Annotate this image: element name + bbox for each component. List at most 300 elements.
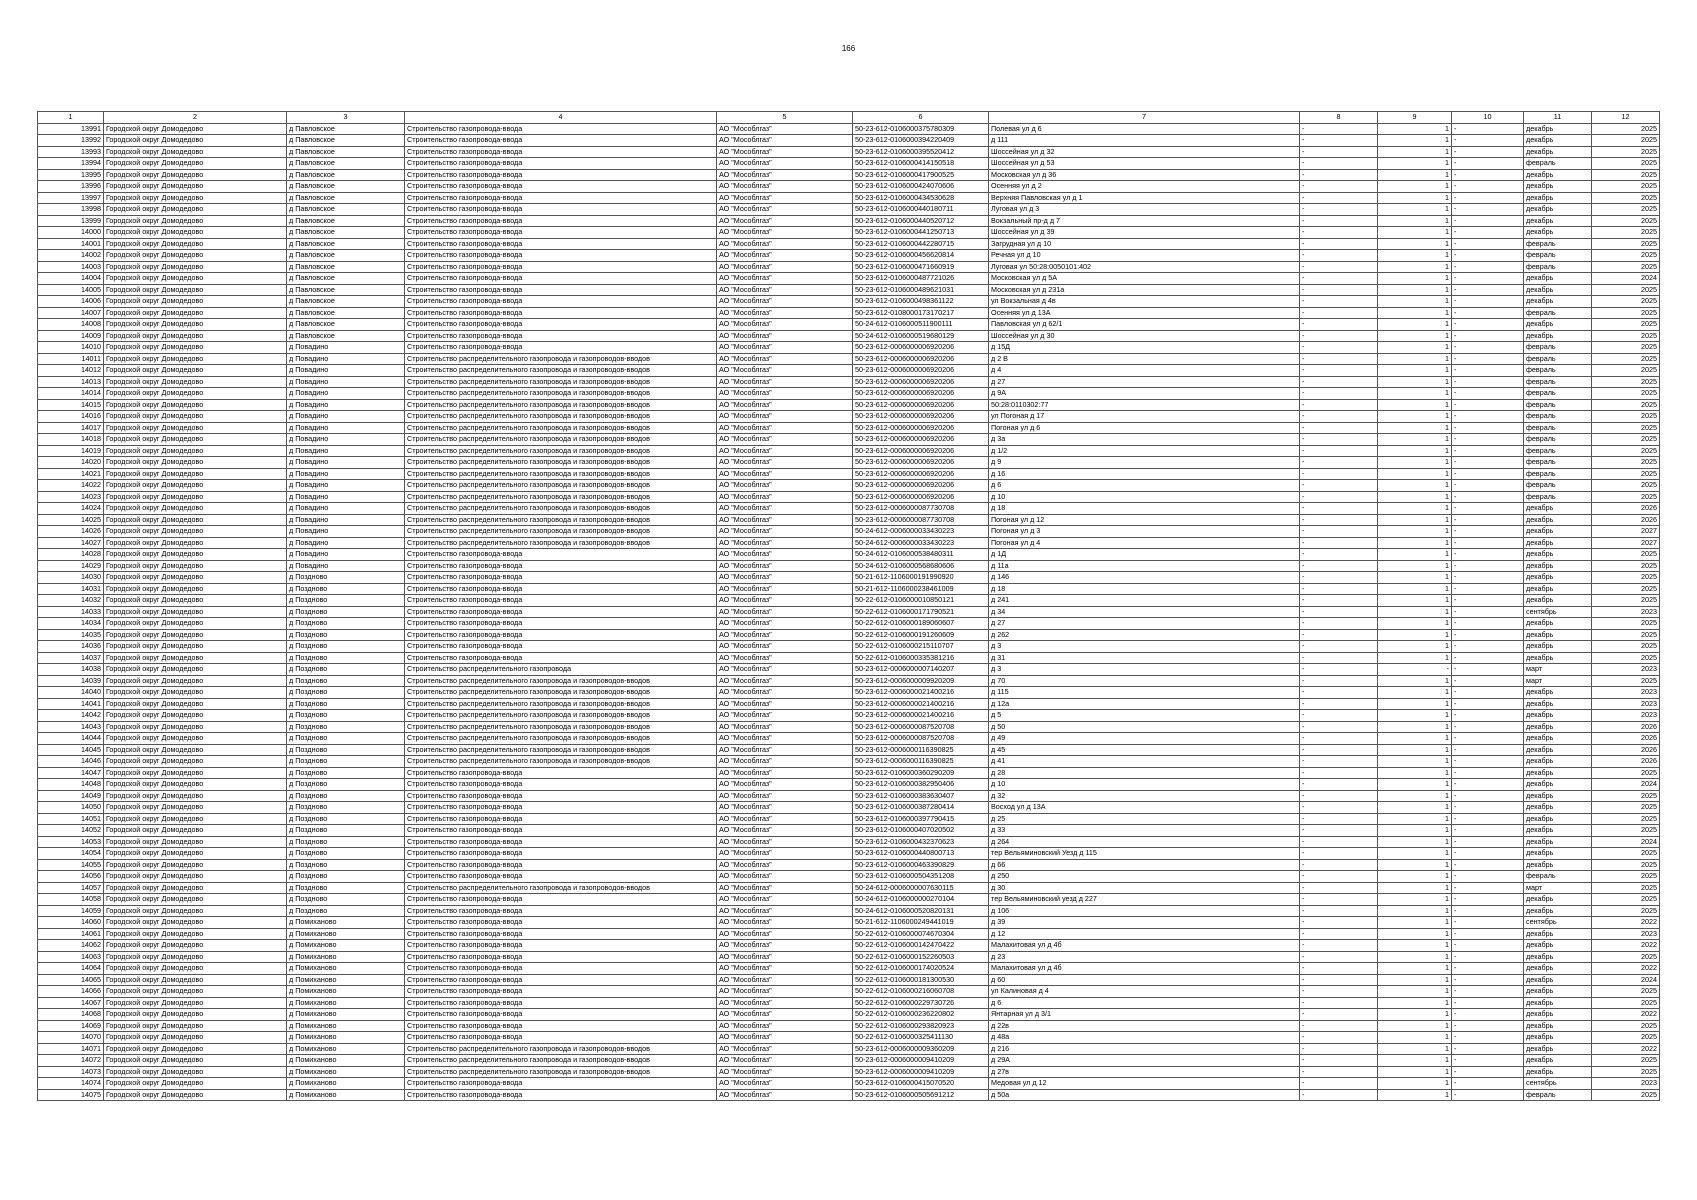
application-id-cell: 50-23-612-0006000116390825 bbox=[853, 756, 989, 768]
row-number-cell: 14033 bbox=[38, 606, 104, 618]
address-cell: д 27 bbox=[989, 376, 1300, 388]
municipality-cell: Городской округ Домодедово bbox=[104, 1009, 287, 1021]
municipality-cell: Городской округ Домодедово bbox=[104, 468, 287, 480]
application-id-cell: 50-23-612-0006000006920206 bbox=[853, 491, 989, 503]
organization-cell: АО "Мособлгаз" bbox=[717, 583, 853, 595]
year-cell: 2025 bbox=[1592, 549, 1660, 561]
cell-8-cell: - bbox=[1300, 986, 1378, 998]
cell-10-cell: - bbox=[1452, 790, 1524, 802]
row-number-cell: 14029 bbox=[38, 560, 104, 572]
organization-cell: АО "Мособлгаз" bbox=[717, 250, 853, 262]
cell-10-cell: - bbox=[1452, 537, 1524, 549]
address-cell: д 18 bbox=[989, 503, 1300, 515]
work-type-cell: Строительство газопровода-ввода bbox=[405, 273, 717, 285]
year-cell: 2025 bbox=[1592, 652, 1660, 664]
year-cell: 2026 bbox=[1592, 733, 1660, 745]
address-cell: д 60 bbox=[989, 974, 1300, 986]
organization-cell: АО "Мособлгаз" bbox=[717, 468, 853, 480]
address-cell: 50:28:0110302:77 bbox=[989, 399, 1300, 411]
row-number-cell: 14007 bbox=[38, 307, 104, 319]
address-cell: Янтарная ул д 3/1 bbox=[989, 1009, 1300, 1021]
year-cell: 2025 bbox=[1592, 169, 1660, 181]
work-type-cell: Строительство газопровода-ввода bbox=[405, 319, 717, 331]
address-cell: Шоссейная ул д 32 bbox=[989, 146, 1300, 158]
application-id-cell: 50-21-612-1106000191990920 bbox=[853, 572, 989, 584]
row-number-cell: 14009 bbox=[38, 330, 104, 342]
application-id-cell: 50-23-612-0106000463390829 bbox=[853, 859, 989, 871]
cell-8-cell: - bbox=[1300, 353, 1378, 365]
address-cell: д 241 bbox=[989, 595, 1300, 607]
table-body bbox=[38, 123, 1660, 1101]
address-cell: д 9А bbox=[989, 388, 1300, 400]
municipality-cell: Городской округ Домодедово bbox=[104, 583, 287, 595]
organization-cell: АО "Мособлгаз" bbox=[717, 733, 853, 745]
cell-10-cell: - bbox=[1452, 123, 1524, 135]
cell-10-cell: - bbox=[1452, 928, 1524, 940]
municipality-cell: Городской округ Домодедово bbox=[104, 813, 287, 825]
cell-9-cell: 1 bbox=[1378, 652, 1452, 664]
cell-10-cell: - bbox=[1452, 618, 1524, 630]
table-row bbox=[38, 158, 1660, 170]
table-row bbox=[38, 273, 1660, 285]
application-id-cell: 50-23-612-0106000382950406 bbox=[853, 779, 989, 791]
table-row bbox=[38, 894, 1660, 906]
organization-cell: АО "Мособлгаз" bbox=[717, 928, 853, 940]
application-id-cell: 50-22-612-0106000325411130 bbox=[853, 1032, 989, 1044]
row-number-cell: 14042 bbox=[38, 710, 104, 722]
table-row bbox=[38, 1032, 1660, 1044]
settlement-cell: д Поздново bbox=[287, 721, 405, 733]
settlement-cell: д Поздново bbox=[287, 710, 405, 722]
cell-9-cell: 1 bbox=[1378, 744, 1452, 756]
month-cell: декабрь bbox=[1524, 1066, 1592, 1078]
table-row bbox=[38, 859, 1660, 871]
work-type-cell: Строительство газопровода-ввода bbox=[405, 261, 717, 273]
application-id-cell: 50-23-612-0006000009410209 bbox=[853, 1066, 989, 1078]
table-row bbox=[38, 698, 1660, 710]
year-cell: 2025 bbox=[1592, 583, 1660, 595]
organization-cell: АО "Мособлгаз" bbox=[717, 1055, 853, 1067]
row-number-cell: 14020 bbox=[38, 457, 104, 469]
application-id-cell: 50-23-612-0106000417900525 bbox=[853, 169, 989, 181]
year-cell: 2024 bbox=[1592, 836, 1660, 848]
cell-9-cell: 1 bbox=[1378, 687, 1452, 699]
table-row bbox=[38, 710, 1660, 722]
table-row bbox=[38, 1078, 1660, 1090]
cell-10-cell: - bbox=[1452, 802, 1524, 814]
row-number-cell: 14006 bbox=[38, 296, 104, 308]
municipality-cell: Городской округ Домодедово bbox=[104, 802, 287, 814]
cell-8-cell: - bbox=[1300, 698, 1378, 710]
cell-8-cell: - bbox=[1300, 537, 1378, 549]
cell-10-cell: - bbox=[1452, 1009, 1524, 1021]
table-row bbox=[38, 399, 1660, 411]
cell-8-cell: - bbox=[1300, 871, 1378, 883]
application-id-cell: 50-22-612-0106000010850121 bbox=[853, 595, 989, 607]
cell-10-cell: - bbox=[1452, 721, 1524, 733]
municipality-cell: Городской округ Домодедово bbox=[104, 319, 287, 331]
year-cell: 2023 bbox=[1592, 1078, 1660, 1090]
year-cell: 2023 bbox=[1592, 928, 1660, 940]
cell-9-cell: 1 bbox=[1378, 215, 1452, 227]
month-cell: декабрь bbox=[1524, 169, 1592, 181]
address-cell: Малахитовая ул д 4б bbox=[989, 940, 1300, 952]
settlement-cell: д Павловское bbox=[287, 135, 405, 147]
settlement-cell: д Повадино bbox=[287, 388, 405, 400]
municipality-cell: Городской округ Домодедово bbox=[104, 618, 287, 630]
cell-9-cell: 1 bbox=[1378, 192, 1452, 204]
cell-9-cell: 1 bbox=[1378, 710, 1452, 722]
address-cell: д 216 bbox=[989, 1043, 1300, 1055]
col-header-2: 2 bbox=[104, 112, 287, 124]
table-row bbox=[38, 549, 1660, 561]
municipality-cell: Городской округ Домодедово bbox=[104, 365, 287, 377]
month-cell: декабрь bbox=[1524, 192, 1592, 204]
municipality-cell: Городской округ Домодедово bbox=[104, 123, 287, 135]
cell-8-cell: - bbox=[1300, 215, 1378, 227]
month-cell: декабрь bbox=[1524, 744, 1592, 756]
work-type-cell: Строительство газопровода-ввода bbox=[405, 181, 717, 193]
year-cell: 2023 bbox=[1592, 606, 1660, 618]
municipality-cell: Городской округ Домодедово bbox=[104, 687, 287, 699]
application-id-cell: 50-23-612-0106000383630407 bbox=[853, 790, 989, 802]
cell-8-cell: - bbox=[1300, 181, 1378, 193]
cell-9-cell: 1 bbox=[1378, 825, 1452, 837]
row-number-cell: 14060 bbox=[38, 917, 104, 929]
application-id-cell: 50-23-612-0106000440800713 bbox=[853, 848, 989, 860]
work-type-cell: Строительство газопровода-ввода bbox=[405, 894, 717, 906]
year-cell: 2024 bbox=[1592, 974, 1660, 986]
cell-9-cell: 1 bbox=[1378, 1009, 1452, 1021]
organization-cell: АО "Мособлгаз" bbox=[717, 146, 853, 158]
settlement-cell: д Поздново bbox=[287, 894, 405, 906]
month-cell: февраль bbox=[1524, 353, 1592, 365]
cell-10-cell: - bbox=[1452, 595, 1524, 607]
application-id-cell: 50-24-612-0006000007630115 bbox=[853, 882, 989, 894]
cell-8-cell: - bbox=[1300, 951, 1378, 963]
table-row bbox=[38, 664, 1660, 676]
year-cell: 2023 bbox=[1592, 710, 1660, 722]
month-cell: декабрь bbox=[1524, 135, 1592, 147]
year-cell: 2025 bbox=[1592, 388, 1660, 400]
address-cell: Восход ул д 13А bbox=[989, 802, 1300, 814]
table-row bbox=[38, 330, 1660, 342]
work-type-cell: Строительство распределительного газопровода и газопроводов-вводов bbox=[405, 353, 717, 365]
cell-8-cell: - bbox=[1300, 1032, 1378, 1044]
row-number-cell: 14064 bbox=[38, 963, 104, 975]
cell-8-cell: - bbox=[1300, 595, 1378, 607]
cell-9-cell: 1 bbox=[1378, 905, 1452, 917]
month-cell: февраль bbox=[1524, 261, 1592, 273]
col-header-6: 6 bbox=[853, 112, 989, 124]
work-type-cell: Строительство газопровода-ввода bbox=[405, 135, 717, 147]
settlement-cell: д Повадино bbox=[287, 342, 405, 354]
col-header-5: 5 bbox=[717, 112, 853, 124]
work-type-cell: Строительство газопровода-ввода bbox=[405, 215, 717, 227]
organization-cell: АО "Мособлгаз" bbox=[717, 951, 853, 963]
municipality-cell: Городской округ Домодедово bbox=[104, 491, 287, 503]
cell-8-cell: - bbox=[1300, 434, 1378, 446]
work-type-cell: Строительство распределительного газопровода и газопроводов-вводов bbox=[405, 399, 717, 411]
cell-9-cell: 1 bbox=[1378, 434, 1452, 446]
row-number-cell: 14068 bbox=[38, 1009, 104, 1021]
application-id-cell: 50-22-612-0106000293820923 bbox=[853, 1020, 989, 1032]
month-cell: декабрь bbox=[1524, 802, 1592, 814]
cell-9-cell: 1 bbox=[1378, 606, 1452, 618]
row-number-cell: 14010 bbox=[38, 342, 104, 354]
cell-8-cell: - bbox=[1300, 445, 1378, 457]
organization-cell: АО "Мособлгаз" bbox=[717, 261, 853, 273]
year-cell: 2025 bbox=[1592, 848, 1660, 860]
organization-cell: АО "Мособлгаз" bbox=[717, 859, 853, 871]
application-id-cell: 50-23-612-0106000395520412 bbox=[853, 146, 989, 158]
organization-cell: АО "Мособлгаз" bbox=[717, 836, 853, 848]
work-type-cell: Строительство газопровода-ввода bbox=[405, 629, 717, 641]
table-row bbox=[38, 882, 1660, 894]
municipality-cell: Городской округ Домодедово bbox=[104, 675, 287, 687]
address-cell: д 16 bbox=[989, 468, 1300, 480]
organization-cell: АО "Мособлгаз" bbox=[717, 687, 853, 699]
settlement-cell: д Поздново bbox=[287, 802, 405, 814]
table-row bbox=[38, 629, 1660, 641]
month-cell: декабрь bbox=[1524, 1032, 1592, 1044]
settlement-cell: д Помиханово bbox=[287, 1043, 405, 1055]
row-number-cell: 13997 bbox=[38, 192, 104, 204]
application-id-cell: 50-23-612-0106000504351208 bbox=[853, 871, 989, 883]
row-number-cell: 14008 bbox=[38, 319, 104, 331]
application-id-cell: 50-23-612-0006000006920206 bbox=[853, 376, 989, 388]
year-cell: 2025 bbox=[1592, 353, 1660, 365]
year-cell: 2023 bbox=[1592, 698, 1660, 710]
organization-cell: АО "Мособлгаз" bbox=[717, 307, 853, 319]
address-cell: д 262 bbox=[989, 629, 1300, 641]
municipality-cell: Городской округ Домодедово bbox=[104, 951, 287, 963]
organization-cell: АО "Мособлгаз" bbox=[717, 204, 853, 216]
application-id-cell: 50-23-612-0106000407020502 bbox=[853, 825, 989, 837]
table-row bbox=[38, 928, 1660, 940]
table-row bbox=[38, 675, 1660, 687]
cell-8-cell: - bbox=[1300, 204, 1378, 216]
cell-9-cell: 1 bbox=[1378, 986, 1452, 998]
cell-8-cell: - bbox=[1300, 388, 1378, 400]
municipality-cell: Городской округ Домодедово bbox=[104, 135, 287, 147]
row-number-cell: 14011 bbox=[38, 353, 104, 365]
settlement-cell: д Помиханово bbox=[287, 1032, 405, 1044]
organization-cell: АО "Мособлгаз" bbox=[717, 503, 853, 515]
organization-cell: АО "Мособлгаз" bbox=[717, 595, 853, 607]
work-type-cell: Строительство газопровода-ввода bbox=[405, 123, 717, 135]
cell-10-cell: - bbox=[1452, 963, 1524, 975]
municipality-cell: Городской округ Домодедово bbox=[104, 445, 287, 457]
address-cell: д 50 bbox=[989, 721, 1300, 733]
settlement-cell: д Помиханово bbox=[287, 1089, 405, 1101]
address-cell: д 115 bbox=[989, 687, 1300, 699]
work-type-cell: Строительство распределительного газопровода и газопроводов-вводов bbox=[405, 445, 717, 457]
application-id-cell: 50-22-612-0106000335381216 bbox=[853, 652, 989, 664]
address-cell: д 1Д bbox=[989, 549, 1300, 561]
year-cell: 2025 bbox=[1592, 445, 1660, 457]
cell-9-cell: 1 bbox=[1378, 284, 1452, 296]
work-type-cell: Строительство газопровода-ввода bbox=[405, 836, 717, 848]
year-cell: 2027 bbox=[1592, 537, 1660, 549]
table-row bbox=[38, 238, 1660, 250]
address-cell: д 6 bbox=[989, 480, 1300, 492]
table-row bbox=[38, 687, 1660, 699]
cell-8-cell: - bbox=[1300, 940, 1378, 952]
cell-10-cell: - bbox=[1452, 572, 1524, 584]
address-cell: д 33 bbox=[989, 825, 1300, 837]
row-number-cell: 14031 bbox=[38, 583, 104, 595]
settlement-cell: д Поздново bbox=[287, 905, 405, 917]
table-row bbox=[38, 767, 1660, 779]
cell-8-cell: - bbox=[1300, 1066, 1378, 1078]
cell-8-cell: - bbox=[1300, 457, 1378, 469]
row-number-cell: 14032 bbox=[38, 595, 104, 607]
application-id-cell: 50-23-612-0106000387280414 bbox=[853, 802, 989, 814]
settlement-cell: д Повадино bbox=[287, 445, 405, 457]
application-id-cell: 50-23-612-0106000498361122 bbox=[853, 296, 989, 308]
work-type-cell: Строительство распределительного газопровода и газопроводов-вводов bbox=[405, 514, 717, 526]
table-row bbox=[38, 779, 1660, 791]
municipality-cell: Городской округ Домодедово bbox=[104, 330, 287, 342]
work-type-cell: Строительство газопровода-ввода bbox=[405, 583, 717, 595]
cell-9-cell: 1 bbox=[1378, 928, 1452, 940]
row-number-cell: 14071 bbox=[38, 1043, 104, 1055]
cell-10-cell: - bbox=[1452, 767, 1524, 779]
settlement-cell: д Повадино bbox=[287, 480, 405, 492]
month-cell: декабрь bbox=[1524, 951, 1592, 963]
cell-8-cell: - bbox=[1300, 1020, 1378, 1032]
settlement-cell: д Павловское bbox=[287, 238, 405, 250]
address-cell: д 3 bbox=[989, 664, 1300, 676]
year-cell: 2025 bbox=[1592, 825, 1660, 837]
col-header-9: 9 bbox=[1378, 112, 1452, 124]
address-cell: д 31 bbox=[989, 652, 1300, 664]
municipality-cell: Городской округ Домодедово bbox=[104, 859, 287, 871]
work-type-cell: Строительство газопровода-ввода bbox=[405, 905, 717, 917]
table-row bbox=[38, 917, 1660, 929]
month-cell: декабрь bbox=[1524, 963, 1592, 975]
settlement-cell: д Поздново bbox=[287, 744, 405, 756]
table-row bbox=[38, 986, 1660, 998]
work-type-cell: Строительство газопровода-ввода bbox=[405, 146, 717, 158]
address-cell: Погоная ул д 12 bbox=[989, 514, 1300, 526]
month-cell: сентябрь bbox=[1524, 917, 1592, 929]
municipality-cell: Городской округ Домодедово bbox=[104, 698, 287, 710]
row-number-cell: 14051 bbox=[38, 813, 104, 825]
application-id-cell: 50-23-612-0006000006920206 bbox=[853, 480, 989, 492]
settlement-cell: д Повадино bbox=[287, 537, 405, 549]
table-row bbox=[38, 997, 1660, 1009]
settlement-cell: д Павловское bbox=[287, 123, 405, 135]
cell-10-cell: - bbox=[1452, 583, 1524, 595]
cell-9-cell: 1 bbox=[1378, 353, 1452, 365]
month-cell: декабрь bbox=[1524, 825, 1592, 837]
month-cell: декабрь bbox=[1524, 629, 1592, 641]
cell-9-cell: 1 bbox=[1378, 848, 1452, 860]
work-type-cell: Строительство газопровода-ввода bbox=[405, 871, 717, 883]
cell-8-cell: - bbox=[1300, 135, 1378, 147]
cell-10-cell: - bbox=[1452, 606, 1524, 618]
row-number-cell: 14014 bbox=[38, 388, 104, 400]
cell-10-cell: - bbox=[1452, 169, 1524, 181]
settlement-cell: д Поздново bbox=[287, 652, 405, 664]
work-type-cell: Строительство газопровода-ввода bbox=[405, 169, 717, 181]
work-type-cell: Строительство распределительного газопровода и газопроводов-вводов bbox=[405, 1043, 717, 1055]
organization-cell: АО "Мособлгаз" bbox=[717, 296, 853, 308]
application-id-cell: 50-23-612-0006000009920209 bbox=[853, 675, 989, 687]
application-id-cell: 50-22-612-0106000152260503 bbox=[853, 951, 989, 963]
settlement-cell: д Павловское bbox=[287, 250, 405, 262]
table-row bbox=[38, 618, 1660, 630]
settlement-cell: д Повадино bbox=[287, 411, 405, 423]
year-cell: 2025 bbox=[1592, 342, 1660, 354]
row-number-cell: 14046 bbox=[38, 756, 104, 768]
settlement-cell: д Поздново bbox=[287, 641, 405, 653]
cell-9-cell: 1 bbox=[1378, 583, 1452, 595]
row-number-cell: 14017 bbox=[38, 422, 104, 434]
address-cell: д 49 bbox=[989, 733, 1300, 745]
cell-10-cell: - bbox=[1452, 135, 1524, 147]
application-id-cell: 50-23-612-0106000414150518 bbox=[853, 158, 989, 170]
month-cell: декабрь bbox=[1524, 560, 1592, 572]
row-number-cell: 14073 bbox=[38, 1066, 104, 1078]
cell-10-cell: - bbox=[1452, 710, 1524, 722]
year-cell: 2023 bbox=[1592, 664, 1660, 676]
month-cell: декабрь bbox=[1524, 721, 1592, 733]
work-type-cell: Строительство газопровода-ввода bbox=[405, 342, 717, 354]
cell-8-cell: - bbox=[1300, 836, 1378, 848]
settlement-cell: д Повадино bbox=[287, 457, 405, 469]
cell-10-cell: - bbox=[1452, 675, 1524, 687]
application-id-cell: 50-23-612-0106000456620814 bbox=[853, 250, 989, 262]
cell-9-cell: 1 bbox=[1378, 560, 1452, 572]
cell-8-cell: - bbox=[1300, 307, 1378, 319]
table-row bbox=[38, 641, 1660, 653]
address-cell: д 41 bbox=[989, 756, 1300, 768]
settlement-cell: д Повадино bbox=[287, 376, 405, 388]
month-cell: декабрь bbox=[1524, 572, 1592, 584]
municipality-cell: Городской округ Домодедово bbox=[104, 825, 287, 837]
cell-8-cell: - bbox=[1300, 158, 1378, 170]
row-number-cell: 14038 bbox=[38, 664, 104, 676]
year-cell: 2026 bbox=[1592, 756, 1660, 768]
year-cell: 2025 bbox=[1592, 365, 1660, 377]
application-id-cell: 50-23-612-0108000173170217 bbox=[853, 307, 989, 319]
month-cell: декабрь bbox=[1524, 583, 1592, 595]
table-row bbox=[38, 1066, 1660, 1078]
cell-8-cell: - bbox=[1300, 376, 1378, 388]
table-row bbox=[38, 583, 1660, 595]
year-cell: 2025 bbox=[1592, 905, 1660, 917]
address-cell: Погоная ул д 4 bbox=[989, 537, 1300, 549]
organization-cell: АО "Мособлгаз" bbox=[717, 192, 853, 204]
cell-10-cell: - bbox=[1452, 192, 1524, 204]
cell-8-cell: - bbox=[1300, 365, 1378, 377]
cell-8-cell: - bbox=[1300, 813, 1378, 825]
year-cell: 2022 bbox=[1592, 963, 1660, 975]
organization-cell: АО "Мособлгаз" bbox=[717, 767, 853, 779]
application-id-cell: 50-23-612-0006000021400216 bbox=[853, 710, 989, 722]
cell-10-cell: - bbox=[1452, 480, 1524, 492]
cell-10-cell: - bbox=[1452, 342, 1524, 354]
table-row bbox=[38, 1009, 1660, 1021]
settlement-cell: д Павловское bbox=[287, 296, 405, 308]
municipality-cell: Городской округ Домодедово bbox=[104, 261, 287, 273]
municipality-cell: Городской округ Домодедово bbox=[104, 836, 287, 848]
year-cell: 2025 bbox=[1592, 560, 1660, 572]
cell-9-cell: 1 bbox=[1378, 894, 1452, 906]
